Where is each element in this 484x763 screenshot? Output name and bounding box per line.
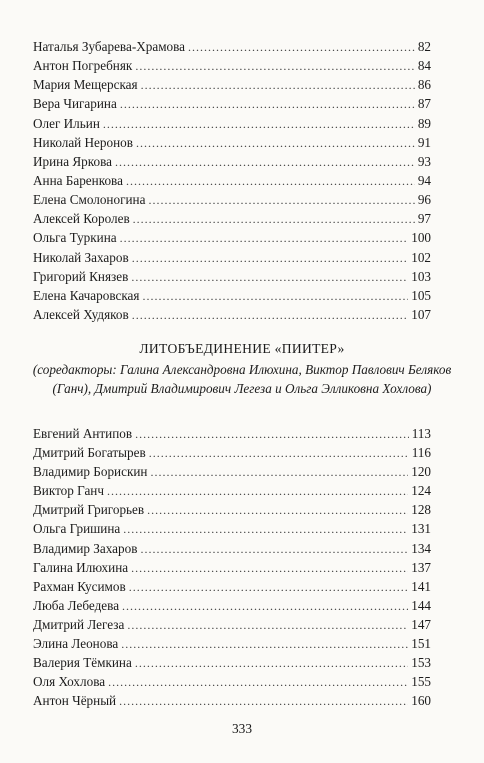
toc-entry-page: 124 (411, 483, 431, 499)
toc-entry-author: Рахман Кусимов (33, 578, 126, 594)
toc-entry-page: 103 (411, 268, 431, 284)
toc-entry (33, 539, 431, 558)
toc-dot-leader (119, 692, 408, 711)
toc-entry-author: Ольга Гришина (33, 521, 121, 537)
toc-entry-author: Виктор Ганч (33, 483, 104, 499)
toc-entry-page: 100 (411, 230, 431, 246)
toc-dot-leader (135, 654, 408, 673)
toc-entry (33, 558, 431, 577)
toc-dot-leader (142, 287, 408, 306)
toc-dot-leader (123, 520, 408, 539)
toc-entry (33, 672, 431, 691)
toc-entry-page: 113 (411, 426, 431, 441)
toc-dot-leader (122, 597, 408, 616)
toc-entry-author: Елена Смолоногина (33, 192, 146, 208)
toc-entry-page: 151 (411, 636, 431, 652)
toc-entry-page: 120 (411, 464, 431, 480)
toc-entry (33, 462, 431, 481)
toc-entry-page: 147 (411, 616, 431, 632)
toc-entry-author: Элина Леонова (33, 636, 119, 652)
toc-dot-leader (120, 229, 409, 248)
toc-entry-page: 102 (411, 249, 431, 265)
page-number: 333 (231, 721, 253, 736)
toc-entry-page: 128 (411, 502, 431, 518)
toc-entry-page: 137 (411, 559, 431, 575)
toc-dot-leader (140, 540, 408, 559)
toc-entry-page: 153 (411, 655, 431, 671)
toc-entry-author: Ольга Туркина (33, 230, 117, 246)
toc-entry-author: Валерия Тёмкина (33, 655, 132, 671)
toc-entry-page: 155 (411, 674, 431, 690)
toc-entry-page: 107 (411, 306, 431, 322)
toc-entry (33, 56, 431, 75)
toc-entry (33, 114, 431, 133)
toc-list-authors (33, 37, 431, 324)
toc-entry (33, 190, 431, 209)
toc-dot-leader (103, 115, 415, 134)
toc-entry-author: Дмитрий Богатырев (33, 445, 146, 461)
section-title: ЛИТОБЪЕДИНЕНИЕ «ПИИТЕР» (139, 341, 345, 356)
toc-entry-page: 96 (417, 192, 431, 208)
toc-entry-page: 93 (417, 153, 431, 169)
toc-entry (33, 443, 431, 462)
toc-entry (33, 94, 431, 113)
toc-entry-author: Григорий Князев (33, 268, 129, 284)
toc-entry (33, 577, 431, 596)
toc-dot-leader (131, 559, 408, 578)
toc-entry (33, 75, 431, 94)
toc-entry-page: 116 (411, 445, 431, 461)
toc-dot-leader (131, 268, 408, 287)
toc-entry-author: Дмитрий Легеза (33, 616, 125, 632)
toc-dot-leader (121, 635, 408, 654)
toc-entry (33, 634, 431, 653)
toc-entry (33, 305, 431, 324)
toc-entry (33, 133, 431, 152)
toc-entry-page: 134 (411, 540, 431, 556)
section-editors-note: (соредакторы: Галина Александровна Илюхина, Виктор Павлович Беляков (Ганч), Дмитрий Владимирович Легеза и Ольга Элликовна Хохлова) (32, 362, 452, 397)
toc-entry-author: Владимир Борискин (33, 464, 148, 480)
toc-entry (33, 596, 431, 615)
toc-entry-author: Евгений Антипов (33, 426, 133, 441)
toc-entry-author: Антон Чёрный (33, 693, 117, 709)
toc-entry (33, 228, 431, 247)
toc-dot-leader (141, 76, 415, 95)
toc-dot-leader (150, 463, 408, 482)
toc-entry (33, 653, 431, 672)
toc-entry (33, 267, 431, 286)
toc-dot-leader (126, 172, 415, 191)
toc-entry-author: Вера Чигарина (33, 96, 117, 112)
toc-entry-author: Николай Захаров (33, 249, 129, 265)
toc-entry-page: 131 (411, 521, 431, 537)
toc-entry-author: Николай Неронов (33, 134, 133, 150)
toc-entry (33, 37, 431, 56)
toc-entry-page: 82 (417, 39, 431, 54)
toc-entry-page: 144 (411, 597, 431, 613)
toc-entry-author: Олег Ильин (33, 115, 100, 131)
toc-entry-page: 97 (417, 211, 431, 227)
toc-entry-page: 94 (417, 172, 431, 188)
toc-entry-page: 86 (417, 77, 431, 93)
toc-dot-leader (132, 249, 409, 268)
toc-entry-page: 89 (417, 115, 431, 131)
toc-entry (33, 171, 431, 190)
toc-entry-author: Дмитрий Григорьев (33, 502, 145, 518)
toc-entry-author: Наталья Зубарева-Храмова (33, 39, 186, 54)
toc-dot-leader (132, 306, 409, 325)
toc-dot-leader (107, 482, 408, 501)
toc-entry-author: Ирина Яркова (33, 153, 113, 169)
toc-list-piiter (33, 424, 431, 710)
toc-entry-page: 160 (411, 693, 431, 709)
toc-entry (33, 152, 431, 171)
toc-dot-leader (135, 57, 414, 76)
toc-entry-author: Антон Погребняк (33, 58, 133, 74)
toc-dot-leader (133, 210, 415, 229)
toc-entry-author: Владимир Захаров (33, 540, 138, 556)
toc-entry (33, 500, 431, 519)
toc-dot-leader (136, 134, 415, 153)
toc-entry (33, 248, 431, 267)
toc-entry-page: 105 (411, 287, 431, 303)
toc-entry-author: Мария Мещерская (33, 77, 138, 93)
toc-entry-author: Алексей Королев (33, 211, 130, 227)
toc-entry-page: 91 (417, 134, 431, 150)
toc-dot-leader (129, 578, 409, 597)
toc-entry-author: Люба Лебедева (33, 597, 120, 613)
toc-entry (33, 519, 431, 538)
toc-dot-leader (108, 673, 408, 692)
toc-dot-leader (147, 501, 408, 520)
toc-entry-author: Оля Хохлова (33, 674, 106, 690)
toc-dot-leader (120, 95, 415, 114)
toc-entry-page: 87 (417, 96, 431, 112)
toc-entry (33, 481, 431, 500)
toc-entry (33, 691, 431, 710)
toc-entry-page: 141 (411, 578, 431, 594)
toc-entry-author: Алексей Худяков (33, 306, 129, 322)
toc-dot-leader (188, 38, 415, 57)
toc-dot-leader (115, 153, 415, 172)
toc-dot-leader (135, 425, 409, 444)
toc-entry (33, 286, 431, 305)
toc-entry (33, 424, 431, 443)
toc-dot-leader (148, 191, 414, 210)
toc-dot-leader (149, 444, 409, 463)
toc-entry-author: Елена Качаровская (33, 287, 140, 303)
toc-entry-author: Галина Илюхина (33, 559, 129, 575)
toc-dot-leader (127, 616, 408, 635)
toc-entry-page: 84 (417, 58, 431, 74)
toc-entry (33, 209, 431, 228)
toc-entry-author: Анна Баренкова (33, 172, 123, 188)
toc-entry (33, 615, 431, 634)
